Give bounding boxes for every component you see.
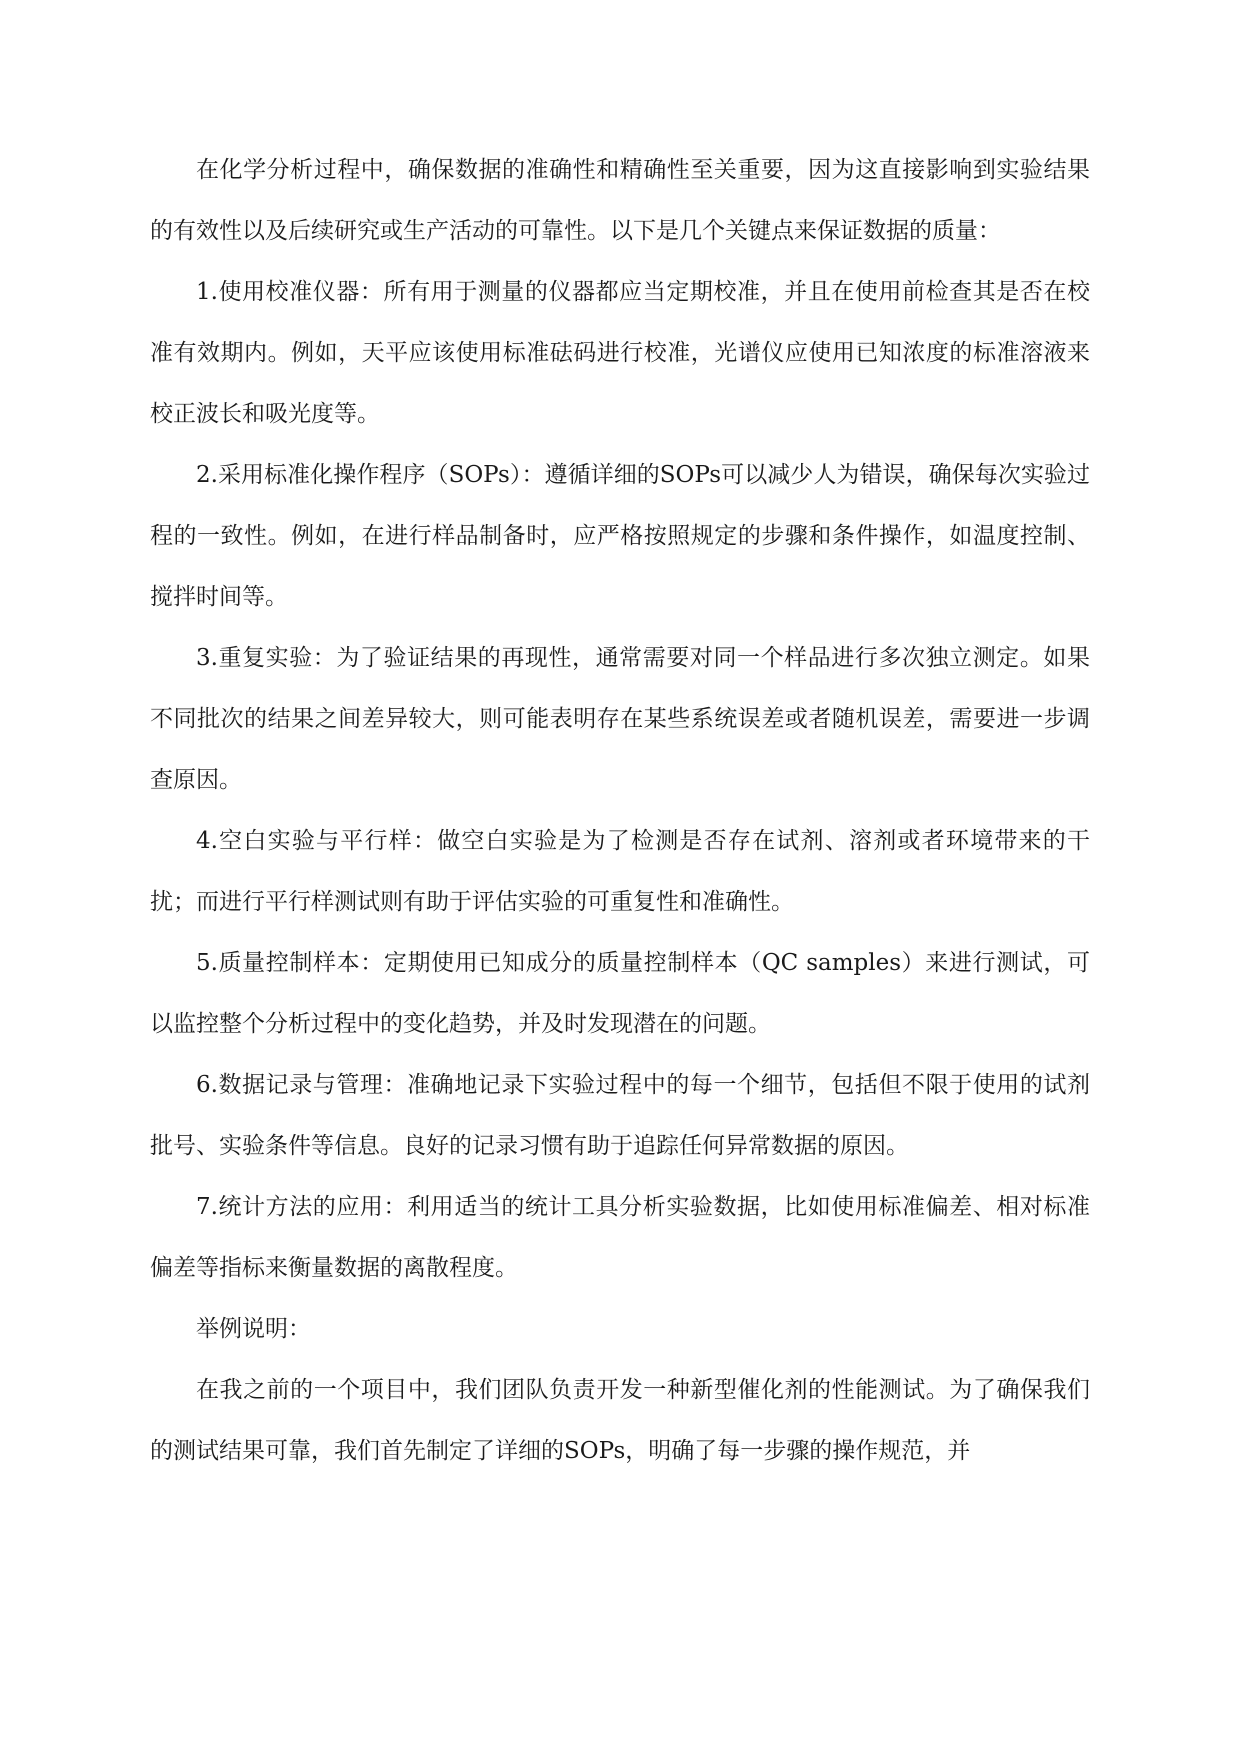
point-2-sops-paragraph: 2.采用标准化操作程序（SOPs）：遵循详细的SOPs可以减少人为错误，确保每次实验过程的一致性。例如，在进行样品制备时，应严格按照规定的步骤和条件操作，如温度控制、搅拌时间等。 [150, 462, 1090, 610]
point-1-calibration-paragraph: 1.使用校准仪器：所有用于测量的仪器都应当定期校准，并且在使用前检查其是否在校准有效期内。例如，天平应该使用标准砝码进行校准，光谱仪应使用已知浓度的标准溶液来校正波长和吸光度等。 [150, 279, 1090, 427]
point-4-blank-parallel-paragraph: 4.空白实验与平行样：做空白实验是为了检测是否存在试剂、溶剂或者环境带来的干扰；而进行平行样测试则有助于评估实验的可重复性和准确性。 [150, 828, 1090, 915]
point-6-data-records-paragraph: 6.数据记录与管理：准确地记录下实验过程中的每一个细节，包括但不限于使用的试剂批号、实验条件等信息。良好的记录习惯有助于追踪任何异常数据的原因。 [150, 1072, 1090, 1159]
example-body-paragraph: 在我之前的一个项目中，我们团队负责开发一种新型催化剂的性能测试。为了确保我们的测试结果可靠，我们首先制定了详细的SOPs，明确了每一步骤的操作规范，并 [150, 1377, 1090, 1464]
intro-paragraph: 在化学分析过程中，确保数据的准确性和精确性至关重要，因为这直接影响到实验结果的有效性以及后续研究或生产活动的可靠性。以下是几个关键点来保证数据的质量： [150, 157, 1090, 244]
example-heading-paragraph: 举例说明： [196, 1316, 311, 1342]
point-5-qc-samples-paragraph: 5.质量控制样本：定期使用已知成分的质量控制样本（QC samples）来进行测试，可以监控整个分析过程中的变化趋势，并及时发现潜在的问题。 [150, 950, 1090, 1037]
point-7-statistics-paragraph: 7.统计方法的应用：利用适当的统计工具分析实验数据，比如使用标准偏差、相对标准偏差等指标来衡量数据的离散程度。 [150, 1194, 1090, 1281]
document-body [150, 140, 1090, 1482]
point-3-repeat-experiments-paragraph: 3.重复实验：为了验证结果的再现性，通常需要对同一个样品进行多次独立测定。如果不同批次的结果之间差异较大，则可能表明存在某些系统误差或者随机误差，需要进一步调查原因。 [150, 645, 1090, 793]
